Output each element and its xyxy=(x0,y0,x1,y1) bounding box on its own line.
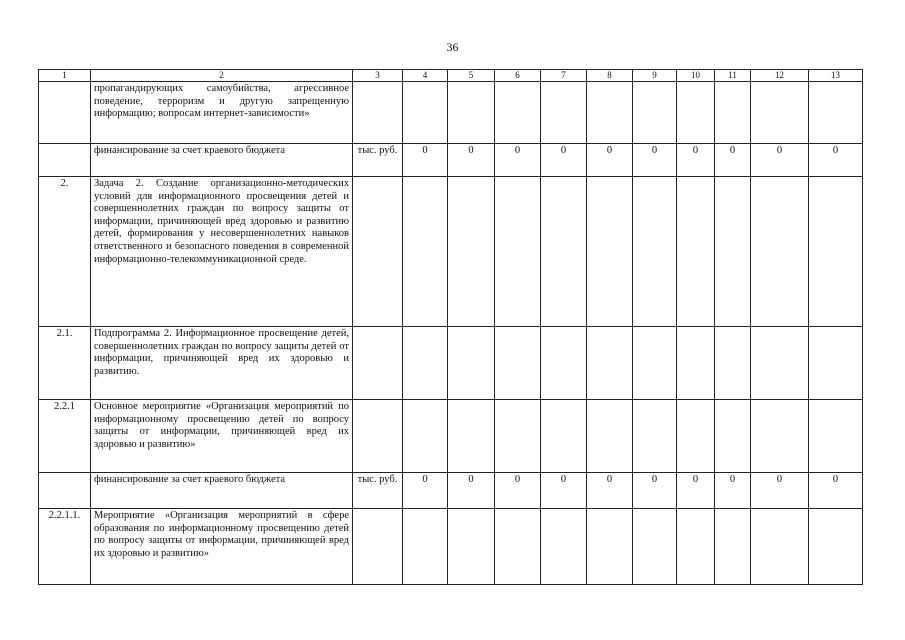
value-cell: 0 xyxy=(715,473,751,509)
unit-cell: тыс. руб. xyxy=(353,473,403,509)
value-cell: 0 xyxy=(541,473,587,509)
row-number-cell xyxy=(39,82,91,144)
column-number-header: 3 xyxy=(353,70,403,82)
value-cell xyxy=(587,82,633,144)
value-cell xyxy=(448,177,495,327)
column-number-header: 9 xyxy=(633,70,677,82)
value-cell xyxy=(403,177,448,327)
value-cell xyxy=(448,509,495,585)
value-cell xyxy=(677,400,715,473)
value-cell xyxy=(715,177,751,327)
value-cell xyxy=(677,327,715,400)
table-row xyxy=(39,400,863,473)
row-number-cell: 2.2.1.1. xyxy=(39,509,91,585)
value-cell: 0 xyxy=(403,144,448,177)
row-description-cell: Подпрограмма 2. Информационное просвещение детей, совершеннолетних граждан по вопросу защиты детей от информации, причиняющей вред их здоровью и развитию. xyxy=(91,327,353,400)
unit-cell xyxy=(353,327,403,400)
value-cell xyxy=(715,82,751,144)
column-number-header: 10 xyxy=(677,70,715,82)
value-cell xyxy=(633,327,677,400)
value-cell xyxy=(751,400,809,473)
unit-cell xyxy=(353,82,403,144)
table-row xyxy=(39,177,863,327)
value-cell: 0 xyxy=(677,473,715,509)
value-cell: 0 xyxy=(403,473,448,509)
value-cell: 0 xyxy=(495,144,541,177)
value-cell xyxy=(448,400,495,473)
value-cell xyxy=(633,82,677,144)
value-cell xyxy=(677,509,715,585)
row-number-cell: 2.2.1 xyxy=(39,400,91,473)
value-cell: 0 xyxy=(633,473,677,509)
value-cell xyxy=(587,400,633,473)
column-number-header: 4 xyxy=(403,70,448,82)
unit-cell xyxy=(353,400,403,473)
value-cell: 0 xyxy=(587,473,633,509)
column-number-header-row xyxy=(39,70,863,82)
column-number-header: 7 xyxy=(541,70,587,82)
value-cell: 0 xyxy=(633,144,677,177)
column-number-header: 8 xyxy=(587,70,633,82)
column-number-header: 13 xyxy=(809,70,863,82)
value-cell xyxy=(448,327,495,400)
row-number-cell: 2.1. xyxy=(39,327,91,400)
row-number-cell: 2. xyxy=(39,177,91,327)
row-description-cell: финансирование за счет краевого бюджета xyxy=(91,473,353,509)
value-cell: 0 xyxy=(541,144,587,177)
column-number-header: 6 xyxy=(495,70,541,82)
row-description-cell: финансирование за счет краевого бюджета xyxy=(91,144,353,177)
value-cell xyxy=(751,509,809,585)
value-cell xyxy=(751,82,809,144)
value-cell xyxy=(809,82,863,144)
value-cell xyxy=(677,82,715,144)
unit-cell xyxy=(353,509,403,585)
value-cell xyxy=(541,82,587,144)
value-cell: 0 xyxy=(587,144,633,177)
value-cell xyxy=(495,327,541,400)
row-description-cell: пропагандирующих самоубийства, агрессивное поведение, терроризм и другую запрещенную информацию; вопросам интернет-зависимости» xyxy=(91,82,353,144)
value-cell xyxy=(403,82,448,144)
row-description-cell: Мероприятие «Организация мероприятий в сфере образования по информационному просвещению детей по вопросу защиты от информации, причиняющей вред их здоровью и развитию» xyxy=(91,509,353,585)
value-cell xyxy=(715,400,751,473)
value-cell xyxy=(715,509,751,585)
value-cell: 0 xyxy=(495,473,541,509)
value-cell xyxy=(633,509,677,585)
value-cell xyxy=(633,400,677,473)
value-cell xyxy=(633,177,677,327)
value-cell xyxy=(495,509,541,585)
value-cell xyxy=(715,327,751,400)
value-cell: 0 xyxy=(715,144,751,177)
unit-cell xyxy=(353,177,403,327)
value-cell xyxy=(403,400,448,473)
value-cell xyxy=(541,400,587,473)
page-number: 36 xyxy=(446,40,459,54)
value-cell xyxy=(751,327,809,400)
value-cell xyxy=(403,327,448,400)
value-cell xyxy=(541,327,587,400)
column-number-header: 12 xyxy=(751,70,809,82)
table-row xyxy=(39,327,863,400)
value-cell xyxy=(495,400,541,473)
value-cell xyxy=(677,177,715,327)
value-cell: 0 xyxy=(809,144,863,177)
value-cell xyxy=(587,177,633,327)
value-cell xyxy=(809,177,863,327)
row-number-cell xyxy=(39,473,91,509)
program-table xyxy=(38,69,863,585)
value-cell xyxy=(587,509,633,585)
table-row xyxy=(39,473,863,509)
row-number-cell xyxy=(39,144,91,177)
value-cell xyxy=(751,177,809,327)
value-cell xyxy=(809,400,863,473)
row-description-cell: Основное мероприятие «Организация мероприятий по информационному просвещению детей по вопросу защиты от информации, причиняющей вред их здоровью и развитию» xyxy=(91,400,353,473)
table-row xyxy=(39,509,863,585)
value-cell: 0 xyxy=(751,473,809,509)
value-cell xyxy=(495,82,541,144)
value-cell xyxy=(587,327,633,400)
value-cell: 0 xyxy=(751,144,809,177)
value-cell: 0 xyxy=(809,473,863,509)
value-cell xyxy=(809,509,863,585)
value-cell xyxy=(541,177,587,327)
value-cell xyxy=(448,82,495,144)
value-cell: 0 xyxy=(677,144,715,177)
value-cell xyxy=(541,509,587,585)
table-row xyxy=(39,144,863,177)
row-description-cell: Задача 2. Создание организационно-методических условий для информационного просвещения детей и совершеннолетних граждан по вопросу защиты от информации, причиняющей вред здоровью и развитию детей, формирования у несовершеннолетних навыков ответственного и безопасного поведения в современной информационно-телекоммуникационной среде. xyxy=(91,177,353,327)
value-cell xyxy=(809,327,863,400)
value-cell: 0 xyxy=(448,144,495,177)
column-number-header: 11 xyxy=(715,70,751,82)
column-number-header: 1 xyxy=(39,70,91,82)
value-cell: 0 xyxy=(448,473,495,509)
value-cell xyxy=(495,177,541,327)
unit-cell: тыс. руб. xyxy=(353,144,403,177)
column-number-header: 2 xyxy=(91,70,353,82)
column-number-header: 5 xyxy=(448,70,495,82)
table-row xyxy=(39,82,863,144)
value-cell xyxy=(403,509,448,585)
